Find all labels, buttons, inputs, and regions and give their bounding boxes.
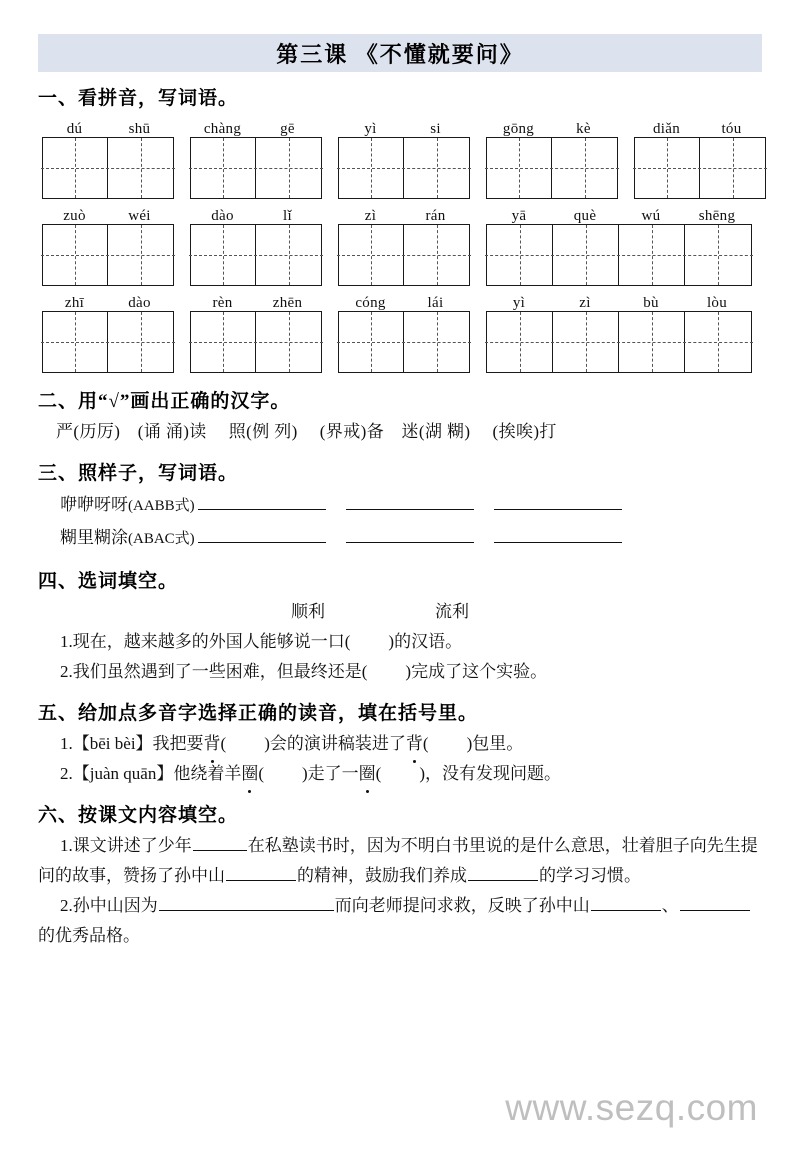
section-heading-4: 四、选词填空。 xyxy=(38,571,179,592)
character-cell[interactable] xyxy=(487,138,552,198)
polyphone-character: 圈 xyxy=(359,759,376,789)
section-heading-3: 三、照样子，写词语。 xyxy=(38,463,239,484)
pinyin-label: diǎn xyxy=(652,121,681,137)
pinyin-label: tóu xyxy=(721,121,742,137)
word-bank-option[interactable]: 流利 xyxy=(435,602,469,621)
pinyin-label: què xyxy=(573,208,597,224)
character-box-group[interactable] xyxy=(42,224,174,286)
pinyin-label: cóng xyxy=(355,295,386,311)
character-box-group[interactable] xyxy=(486,137,618,199)
character-cell[interactable] xyxy=(191,138,256,198)
pinyin-bracket: 【juàn quān】 xyxy=(72,764,174,783)
pinyin-label: zuò xyxy=(63,208,86,224)
pinyin-label: wú xyxy=(641,208,661,224)
question-text: 而向老师提问求救，反映了孙中山 xyxy=(334,896,590,915)
pinyin-label: bù xyxy=(643,295,659,311)
character-cell[interactable] xyxy=(487,225,553,285)
character-cell[interactable] xyxy=(191,225,256,285)
pinyin-grid-row-1 xyxy=(38,114,762,201)
polyphone-character: 背 xyxy=(406,729,423,759)
section-heading-5: 五、给加点多音字选择正确的读音，填在括号里。 xyxy=(38,703,479,724)
page-title: 第三课 《不懂就要问》 xyxy=(276,41,524,67)
polyphone-question-2: 2.【juàn quān】他绕着羊圈( )走了一圈( )，没有发现问题。 xyxy=(38,759,762,789)
character-box-group[interactable] xyxy=(190,224,322,286)
character-cell[interactable] xyxy=(256,312,321,372)
pinyin-label: lòu xyxy=(706,295,728,311)
character-cell[interactable] xyxy=(339,138,404,198)
question-text: 课文讲述了少年 xyxy=(72,836,192,855)
polyphone-question-1: 1.【bēi bèi】我把要背( )会的演讲稿装进了背( )包里。 xyxy=(38,729,762,759)
character-box-group[interactable] xyxy=(42,311,174,373)
fill-question-6-2 xyxy=(38,891,762,951)
pattern-row-abac xyxy=(38,522,762,555)
pinyin-label: lái xyxy=(427,295,444,311)
character-box-group[interactable] xyxy=(486,311,752,373)
pinyin-grid-group xyxy=(42,288,174,373)
character-cell[interactable] xyxy=(108,312,173,372)
section-heading-1: 一、看拼音，写词语。 xyxy=(38,88,239,109)
pinyin-grid-group xyxy=(338,201,470,286)
pinyin-grid-row-2 xyxy=(38,201,762,288)
character-cell[interactable] xyxy=(339,225,404,285)
question-text: 的精神，鼓励我们养成 xyxy=(297,866,467,885)
word-bank xyxy=(38,597,762,627)
answer-blank[interactable] xyxy=(494,492,622,510)
pattern-example: 咿咿呀呀(AABB式) xyxy=(60,495,195,514)
question-number: 1. xyxy=(60,734,73,753)
character-choice-line[interactable]: 严(历厉) (诵 涌)读 照(例 列) (界戒)备 迷(湖 糊) (挨唉)打 xyxy=(56,422,557,441)
character-cell[interactable] xyxy=(43,312,108,372)
character-cell[interactable] xyxy=(553,312,619,372)
worksheet-page xyxy=(0,34,800,1165)
character-box-group[interactable] xyxy=(338,311,470,373)
question-text: 我们虽然遇到了一些困难，但最终还是( xyxy=(72,662,368,681)
question-text: 他绕着羊 xyxy=(173,764,242,783)
answer-blank[interactable] xyxy=(226,863,296,881)
question-text: )走了一 xyxy=(302,764,359,783)
pinyin-label: zhī xyxy=(64,295,85,311)
pinyin-label: dú xyxy=(66,121,83,137)
question-text: 在私塾读书时，因为不明白书里说的是什么意思， xyxy=(247,836,622,855)
character-cell[interactable] xyxy=(685,225,751,285)
pinyin-grid-group xyxy=(338,114,470,199)
question-text: )包里。 xyxy=(466,734,524,753)
pinyin-grid-group xyxy=(190,201,322,286)
polyphone-character: 圈 xyxy=(241,759,258,789)
pinyin-grid-group xyxy=(486,201,752,286)
character-cell[interactable] xyxy=(256,138,321,198)
pinyin-label: yā xyxy=(511,208,527,224)
character-cell[interactable] xyxy=(108,225,173,285)
character-cell[interactable] xyxy=(256,225,321,285)
fill-question-4-2 xyxy=(38,657,762,687)
pinyin-label: yì xyxy=(512,295,526,311)
pinyin-label: wéi xyxy=(128,208,151,224)
question-text-after: )的汉语。 xyxy=(388,632,463,651)
character-cell[interactable] xyxy=(619,312,685,372)
question-text: 的优秀品格。 xyxy=(38,926,140,945)
character-cell[interactable] xyxy=(404,138,469,198)
answer-blank[interactable] xyxy=(680,893,750,911)
question-text: 的学习习惯。 xyxy=(539,866,641,885)
pinyin-label: yì xyxy=(364,121,377,137)
pinyin-label: dào xyxy=(128,295,151,311)
pattern-answer-blanks xyxy=(197,525,623,543)
character-cell[interactable] xyxy=(43,225,108,285)
character-cell[interactable] xyxy=(552,138,617,198)
pinyin-label: zì xyxy=(579,295,591,311)
pinyin-label: lǐ xyxy=(283,208,292,224)
question-text: 、 xyxy=(661,896,679,915)
answer-blank[interactable] xyxy=(346,492,474,510)
character-cell[interactable] xyxy=(619,225,685,285)
pinyin-label: shū xyxy=(128,121,151,137)
pinyin-label: rán xyxy=(425,208,446,224)
character-cell[interactable] xyxy=(635,138,700,198)
pattern-answer-blanks xyxy=(197,492,623,510)
answer-blank[interactable] xyxy=(494,525,622,543)
character-cell[interactable] xyxy=(404,312,469,372)
question-text: )，没有发现问题。 xyxy=(419,764,562,783)
fill-question-4-1 xyxy=(38,627,762,657)
pinyin-grid-group xyxy=(634,114,766,199)
pinyin-label: kè xyxy=(576,121,591,137)
question-text-after: )完成了这个实验。 xyxy=(405,662,548,681)
answer-blank[interactable] xyxy=(591,893,661,911)
character-box-group[interactable] xyxy=(338,137,470,199)
answer-blank[interactable] xyxy=(159,893,334,911)
polyphone-character: 背 xyxy=(204,729,221,759)
pinyin-label: zì xyxy=(364,208,377,224)
character-cell[interactable] xyxy=(487,312,553,372)
pinyin-grid-group xyxy=(338,288,470,373)
pattern-example: 糊里糊涂(ABAC式) xyxy=(60,528,195,547)
pinyin-grid-group xyxy=(190,288,322,373)
character-box-group[interactable] xyxy=(486,224,752,286)
pinyin-grid-group xyxy=(42,114,174,199)
answer-blank[interactable] xyxy=(346,525,474,543)
pinyin-label: gē xyxy=(280,121,295,137)
fill-question-6-1 xyxy=(38,831,762,891)
character-box-group[interactable] xyxy=(338,224,470,286)
question-number: 1. xyxy=(60,836,73,855)
character-cell[interactable] xyxy=(339,312,404,372)
answer-blank[interactable] xyxy=(468,863,538,881)
answer-blank[interactable] xyxy=(193,833,247,851)
question-number: 2. xyxy=(60,764,73,783)
section-heading-2: 二、用“√”画出正确的汉字。 xyxy=(38,391,291,412)
character-box-group[interactable] xyxy=(42,137,174,199)
pinyin-label: zhēn xyxy=(272,295,303,311)
character-cell[interactable] xyxy=(43,138,108,198)
pinyin-grid-row-3 xyxy=(38,288,762,375)
question-text: 孙中山因为 xyxy=(72,896,158,915)
character-cell[interactable] xyxy=(553,225,619,285)
question-text: 我把要 xyxy=(152,734,204,753)
character-cell[interactable] xyxy=(108,138,173,198)
question-text: 现在，越来越多的外国人能够说一口( xyxy=(72,632,351,651)
question-text: )会的演讲稿装进了 xyxy=(264,734,406,753)
character-cell[interactable] xyxy=(700,138,765,198)
watermark: www.sezq.com xyxy=(505,1087,758,1128)
character-cell[interactable] xyxy=(191,312,256,372)
pinyin-label: chàng xyxy=(203,121,242,137)
character-box-group[interactable] xyxy=(634,137,766,199)
pinyin-bracket: 【bēi bèi】 xyxy=(72,734,153,753)
pinyin-label: gōng xyxy=(502,121,535,137)
pinyin-label: shēng xyxy=(698,208,736,224)
pinyin-label: dào xyxy=(211,208,234,224)
word-bank-option[interactable]: 顺利 xyxy=(291,602,325,621)
pinyin-grid-group xyxy=(190,114,322,199)
pinyin-label: si xyxy=(430,121,441,137)
title-banner xyxy=(38,34,762,72)
character-cell[interactable] xyxy=(685,312,751,372)
answer-blank[interactable] xyxy=(198,525,326,543)
question-number: 2. xyxy=(60,896,73,915)
character-box-group[interactable] xyxy=(190,311,322,373)
pinyin-label: rèn xyxy=(212,295,233,311)
question-number: 2. xyxy=(60,662,73,681)
character-cell[interactable] xyxy=(404,225,469,285)
character-box-group[interactable] xyxy=(190,137,322,199)
question-number: 1. xyxy=(60,632,73,651)
pinyin-grid-group xyxy=(486,114,618,199)
pinyin-grid-group xyxy=(486,288,752,373)
question-text: 壮着胆子向先生提问的故事，赞扬了孙中山 xyxy=(38,836,758,885)
pinyin-grid-group xyxy=(42,201,174,286)
answer-blank[interactable] xyxy=(198,492,326,510)
pattern-row-aabb xyxy=(38,489,762,522)
section-heading-6: 六、按课文内容填空。 xyxy=(38,805,239,826)
